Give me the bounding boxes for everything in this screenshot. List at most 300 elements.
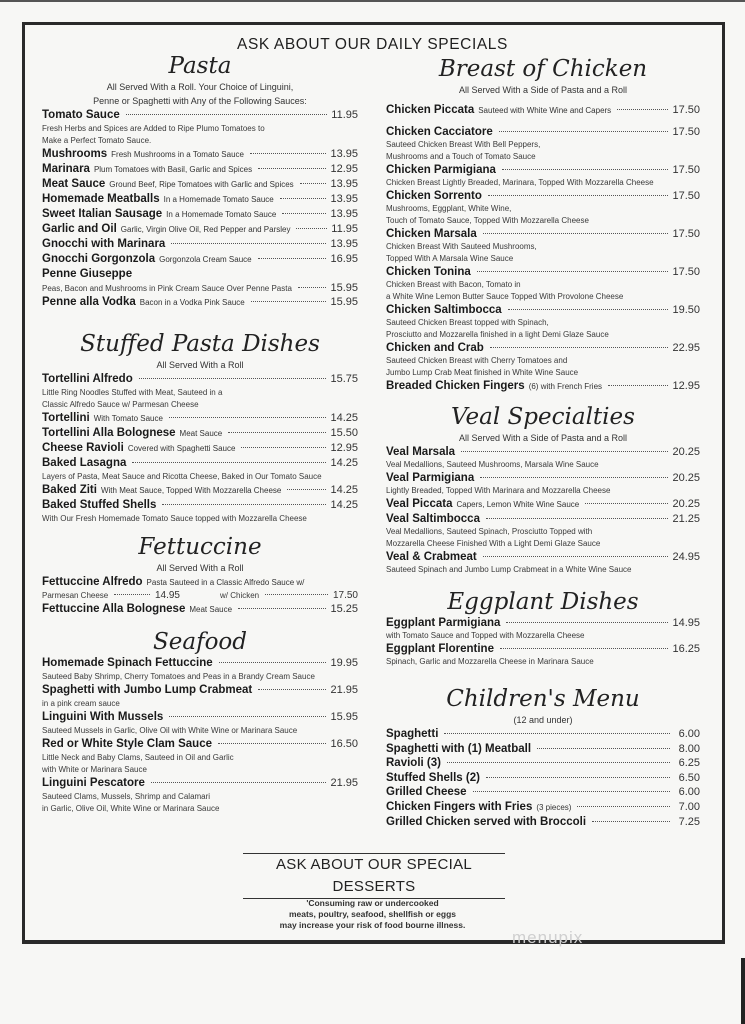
item-name: Gnocchi with Marinara [42,238,166,250]
item-name: Fettuccine Alfredo [42,576,143,588]
section-subtitle: All Served With a Roll [156,563,244,573]
item-name: Penne alla Vodka [42,296,136,308]
menu-item [386,756,700,771]
description-line [42,282,358,295]
option-price: 17.50 [332,590,358,601]
description-line: Classic Alfredo Sauce w/ Parmesan Cheese [42,400,199,409]
dotted-leader [219,662,327,663]
menu-item-header [42,426,358,441]
dotted-leader [258,168,326,169]
item-name: Grilled Cheese [386,786,467,798]
menu-item-header [386,341,700,355]
description-line: Jumbo Lump Crab Meat finished in White Wine Sauce [386,368,579,377]
item-description [42,725,358,737]
description-line: Little Neck and Baby Clams, Sauteed in Oil and Garlic [42,753,234,762]
dotted-leader [169,417,327,418]
section-pasta [42,52,358,310]
dotted-leader [473,791,670,792]
item-note: Covered with Spaghetti Sauce [127,444,236,453]
description-line: Chicken Breast Lightly Breaded, Marinara, Topped With Mozzarella Cheese [386,178,654,187]
menu-item [42,237,358,252]
menu-item-header [42,295,358,310]
item-description [386,485,700,497]
scan-edge-bar [741,958,745,1024]
section-seafood [42,628,358,815]
dotted-leader [608,385,668,386]
item-name: Spaghetti with Jumbo Lump Crabmeat [42,684,253,696]
menu-item [42,177,358,192]
disclaimer-line: 'Consuming raw or undercooked [306,898,439,908]
menu-item [42,441,358,456]
item-name: Stuffed Shells (2) [386,771,480,784]
dotted-leader [162,504,326,505]
item-name: Chicken Tonina [386,266,471,278]
dotted-leader [250,153,326,154]
menu-item [386,727,700,742]
menu-item [42,656,358,683]
menu-item [386,771,700,786]
option-label: w/ Chicken [220,591,260,600]
item-price: 13.95 [330,148,358,160]
menu-item-header [42,108,358,123]
description-line: Sauteed Chicken Breast topped with Spinach, [386,318,549,327]
menu-item-header [42,498,358,513]
item-price: 16.25 [672,643,700,655]
section-title: Stuffed Pasta Dishes [80,331,320,357]
item-price: 6.00 [678,728,700,740]
dotted-leader [585,503,668,504]
item-name: Chicken Saltimbocca [386,304,502,316]
item-name: Baked Ziti [42,484,97,496]
section-title: Seafood [152,629,247,655]
menu-item-list [386,445,700,576]
item-price: 12.95 [330,163,358,175]
item-price: 22.95 [672,342,700,354]
item-price: 8.00 [678,742,700,755]
item-name: Veal Marsala [386,446,456,458]
menu-item-header [42,602,358,617]
item-description [386,526,700,550]
menu-item [386,497,700,512]
item-name: Veal Piccata [386,498,453,510]
menu-item-header [386,125,700,139]
menu-item [42,575,358,602]
item-note: Pasta Sauteed in a Classic Alfredo Sauce w/ [146,578,305,587]
item-description [386,203,700,227]
menu-item [386,512,700,550]
menu-item-header [386,227,700,241]
description-line: Layers of Pasta, Meat Sauce and Ricotta Cheese, Baked in Our Tomato Sauce [42,472,322,481]
item-price: 17.50 [672,266,700,278]
item-price: 13.95 [330,193,358,205]
menu-item-header [42,441,358,456]
item-price: 17.50 [672,228,700,240]
menu-item-header [42,177,358,192]
item-note: In a Homemade Tomato Sauce [163,195,274,204]
menu-item-list [42,372,358,525]
description-line: Sauteed Spinach and Jumbo Lump Crabmeat in a White Wine Sauce [386,565,632,574]
description-line: Spinach, Garlic and Mozzarella Cheese in Marinara Sauce [386,657,594,666]
menu-item-header [42,737,358,752]
menu-item-list [42,575,358,617]
item-name: Tomato Sauce [42,109,120,121]
description-line: in a pink cream sauce [42,699,120,708]
item-description [386,317,700,341]
item-price: 6.50 [678,771,700,784]
menu-item-header [386,497,700,512]
item-name: Breaded Chicken Fingers [386,380,525,392]
item-description [42,791,358,815]
menu-item-header [386,189,700,203]
item-price: 14.25 [330,484,358,496]
menu-item [386,785,700,800]
section-veal [386,403,700,576]
menu-item [42,776,358,815]
dotted-leader [282,213,326,214]
item-price: 24.95 [672,551,700,563]
dotted-leader [265,594,328,595]
item-name: Chicken Parmigiana [386,164,496,176]
item-price: 19.50 [672,304,700,316]
dotted-leader [280,198,327,199]
item-description [42,513,358,525]
menu-item [42,147,358,162]
item-name: Homemade Spinach Fettuccine [42,657,213,669]
menu-item-header [42,267,358,282]
item-note: Gorgonzola Cream Sauce [159,255,252,264]
menu-item-header [42,656,358,671]
dotted-leader [298,287,327,288]
item-price: 17.50 [672,164,700,176]
menu-item [386,642,700,668]
item-price: 17.50 [672,126,700,138]
item-description [42,471,358,483]
menu-item-header [386,103,700,118]
description-text: Peas, Bacon and Mushrooms in Pink Cream Sauce Over Penne Pasta [42,284,292,293]
description-line: Chicken Breast With Sauteed Mushrooms, [386,242,537,251]
item-name: Penne Giuseppe [42,268,133,280]
item-description [386,656,700,668]
dotted-leader [238,608,326,609]
menu-item [386,445,700,471]
section-title: Pasta [168,53,232,79]
menu-item [42,683,358,710]
description-line: With Our Fresh Homemade Tomato Sauce topped with Mozzarella Cheese [42,514,307,523]
dotted-leader [617,109,668,110]
option-label: Parmesan Cheese [42,591,109,600]
description-line: Veal Medallions, Sauteed Mushrooms, Marsala Wine Sauce [386,460,599,469]
daily-specials-heading: ASK ABOUT OUR DAILY SPECIALS [237,36,508,53]
item-name: Garlic and Oil [42,223,117,235]
dotted-leader [169,716,326,717]
description-line: Mozzarella Cheese Finished With a Light Demi Glaze Sauce [386,539,601,548]
item-description [42,387,358,411]
menu-item [42,498,358,525]
item-price: 11.95 [331,223,358,235]
item-note: With Meat Sauce, Topped With Mozzarella Cheese [100,486,282,495]
disclaimer-line: meats, poultry, seafood, shellfish or eggs [288,909,457,919]
menu-item [386,550,700,576]
dotted-leader [444,733,670,734]
menu-item-header [386,550,700,564]
menu-item-header [386,815,700,830]
menu-item [42,372,358,411]
menu-item-header [42,192,358,207]
dotted-leader [506,622,668,623]
menu-item-header [42,372,358,387]
section-title: Breast of Chicken [438,56,648,82]
item-price: 6.00 [678,786,700,798]
menu-item [42,108,358,147]
menu-item-header [42,710,358,725]
description-line: Veal Medallions, Sauteed Spinach, Prosciutto Topped with [386,527,593,536]
item-price: 7.00 [678,800,700,813]
menu-item-header [386,771,700,786]
menu-item [386,815,700,830]
item-description [386,177,700,189]
item-price: 15.95 [330,282,358,294]
menu-item [386,303,700,341]
dotted-leader [228,432,326,433]
description-line: Sauteed Chicken Breast With Bell Peppers, [386,140,541,149]
price-options [42,590,358,602]
item-name: Eggplant Florentine [386,643,494,655]
description-line: Sauteed Mussels in Garlic, Olive Oil with White Wine or Marinara Sauce [42,726,298,735]
item-price: 15.50 [330,427,358,439]
item-description [42,752,358,776]
section-eggplant [386,588,700,668]
item-note: Bacon in a Vodka Pink Sauce [139,298,245,307]
item-name: Veal Parmigiana [386,472,475,484]
item-name: Chicken Cacciatore [386,126,493,138]
dotted-leader [499,131,669,132]
description-line: a White Wine Lemon Butter Sauce Topped With Provolone Cheese [386,292,624,301]
menu-item [386,800,700,816]
item-name: Red or White Style Clam Sauce [42,738,212,750]
item-note: (3 pieces) [536,802,572,812]
item-price: 21.95 [330,777,358,789]
menu-item-header [386,445,700,459]
menu-item-header [42,222,358,237]
description-line: Sauteed Baby Shrimp, Cherry Tomatoes and Peas in a Brandy Cream Sauce [42,672,315,681]
section-title: Eggplant Dishes [447,589,639,615]
menu-item-header [42,456,358,471]
menu-item [42,456,358,483]
item-price: 7.25 [678,816,700,828]
item-name: Spaghetti with (1) Meatball [386,742,532,755]
description-line: Mushrooms, Eggplant, White Wine, [386,204,512,213]
menu-item [42,267,358,295]
description-line: Prosciutto and Mozzarella finished in a light Demi Glaze Sauce [386,330,609,339]
dotted-leader [132,462,326,463]
scan-edge-line [0,0,745,2]
item-name: Baked Lasagna [42,457,127,469]
food-safety-disclaimer [0,898,745,931]
item-price: 17.50 [672,104,700,116]
item-description [42,123,358,147]
dotted-leader [488,195,669,196]
item-name: Homemade Meatballs [42,193,160,205]
dotted-leader [592,821,670,822]
menu-item-header [386,303,700,317]
item-description [386,241,700,265]
section-subtitle: Penne or Spaghetti with Any of the Following Sauces: [93,96,307,106]
item-name: Ravioli (3) [386,757,441,769]
dotted-leader [483,233,669,234]
item-price: 14.25 [330,457,358,469]
section-title: Veal Specialties [451,404,635,430]
description-line: with Tomato Sauce and Topped with Mozzarella Cheese [386,631,585,640]
dotted-leader [126,114,328,115]
description-line: Fresh Herbs and Spices are Added to Ripe Plumo Tomatoes to [42,124,265,133]
item-price: 12.95 [330,442,358,454]
menu-item [386,616,700,642]
item-name: Grilled Chicken served with Broccoli [386,816,587,828]
menu-item-header [386,379,700,394]
menu-item-header [386,642,700,656]
dotted-leader [537,748,670,749]
menu-item [386,189,700,227]
menu-item-header [386,800,700,816]
item-description [386,564,700,576]
item-price: 11.95 [331,109,358,121]
section-subtitle: All Served With a Side of Pasta and a Roll [458,85,628,95]
menu-item-header [386,616,700,630]
description-line: Touch of Tomato Sauce, Topped With Mozzarella Cheese [386,216,589,225]
menu-item [42,710,358,737]
menu-item-list [386,103,700,394]
item-description [42,698,358,710]
option-price: 14.95 [154,590,180,601]
dotted-leader [171,243,326,244]
menu-item-list [42,656,358,815]
item-note: Sauteed with White Wine and Capers [478,106,612,115]
menu-item-header [386,756,700,771]
menu-item-header [42,252,358,267]
item-note: (6) with French Fries [528,382,603,391]
item-name: Chicken and Crab [386,342,484,354]
item-price: 21.25 [672,513,700,525]
description-line: Lightly Breaded, Topped With Marinara and Mozzarella Cheese [386,486,611,495]
item-name: Chicken Piccata [386,104,475,116]
item-name: Fettuccine Alla Bolognese [42,603,186,615]
item-name: Tortellini Alla Bolognese [42,427,176,439]
section-subtitle: All Served With a Roll. Your Choice of Linguini, [106,82,294,92]
menu-item-list [42,108,358,310]
item-price: 13.95 [330,208,358,220]
item-price: 20.25 [672,472,700,484]
item-note: Capers, Lemon White Wine Sauce [456,500,580,509]
menu-item [42,411,358,426]
menu-item-header [386,727,700,742]
item-note: In a Homemade Tomato Sauce [166,210,277,219]
item-note: Plum Tomatoes with Basil, Garlic and Spices [93,165,253,174]
description-line: Topped With A Marsala Wine Sauce [386,254,514,263]
menu-item [386,125,700,163]
description-line: Chicken Breast with Bacon, Tomato in [386,280,521,289]
dotted-leader [508,309,669,310]
watermark: menupix [512,928,584,947]
menu-item [42,602,358,617]
description-line: with White or Marinara Sauce [42,765,147,774]
price-option [220,590,358,602]
item-price: 15.75 [330,373,358,385]
menu-item-header [42,575,358,590]
menu-item [42,207,358,222]
menu-item-header [42,776,358,791]
item-price: 15.95 [330,711,358,723]
dotted-leader [477,271,669,272]
item-price: 19.95 [330,657,358,669]
item-price: 13.95 [330,178,358,190]
item-description [42,282,358,295]
menu-item-header [42,162,358,177]
menu-item-header [386,265,700,279]
item-price: 20.25 [672,446,700,458]
menu-item-header [42,147,358,162]
item-name: Eggplant Parmigiana [386,617,501,629]
dotted-leader [461,451,668,452]
item-price: 13.95 [330,238,358,250]
menu-item [386,265,700,303]
dotted-leader [486,777,670,778]
dotted-leader [258,689,326,690]
menu-item [386,227,700,265]
menu-item-header [386,163,700,177]
description-line: Mushrooms and a Touch of Tomato Sauce [386,152,536,161]
section-title: Fettuccine [138,534,262,560]
menu-item-header [386,785,700,800]
item-price: 21.95 [330,684,358,696]
menu-item [386,163,700,189]
item-name: Meat Sauce [42,178,106,190]
item-name: Tortellini Alfredo [42,373,133,385]
description-line: Little Ring Noodles Stuffed with Meat, Sauteed in a [42,388,223,397]
menu-item [42,222,358,237]
dotted-leader [151,782,327,783]
menu-item-header [42,483,358,498]
dotted-leader [251,301,327,302]
item-price: 17.50 [672,190,700,202]
menu-item-list [386,616,700,668]
menu-item [386,471,700,497]
item-name: Marinara [42,163,90,175]
item-price: 15.95 [330,296,358,308]
item-name: Tortellini [42,412,90,424]
section-title: Children's Menu [446,686,640,712]
item-price: 16.50 [330,738,358,750]
menu-item-header [42,411,358,426]
menu-item [42,737,358,776]
dotted-leader [490,347,669,348]
item-note: Meat Sauce [179,429,223,438]
item-name: Chicken Fingers with Fries [386,800,533,813]
dotted-leader [296,228,327,229]
section-fettuccine [42,533,358,617]
item-description [386,459,700,471]
description-line: Make a Perfect Tomato Sauce. [42,136,152,145]
dotted-leader [480,477,668,478]
item-name: Chicken Marsala [386,228,477,240]
item-name: Chicken Sorrento [386,190,482,202]
dotted-leader [114,594,150,595]
dotted-leader [300,183,327,184]
item-name: Baked Stuffed Shells [42,499,157,511]
menu-item [386,341,700,379]
section-stuffed [42,330,358,525]
item-price: 12.95 [672,380,700,392]
dotted-leader [577,806,670,807]
